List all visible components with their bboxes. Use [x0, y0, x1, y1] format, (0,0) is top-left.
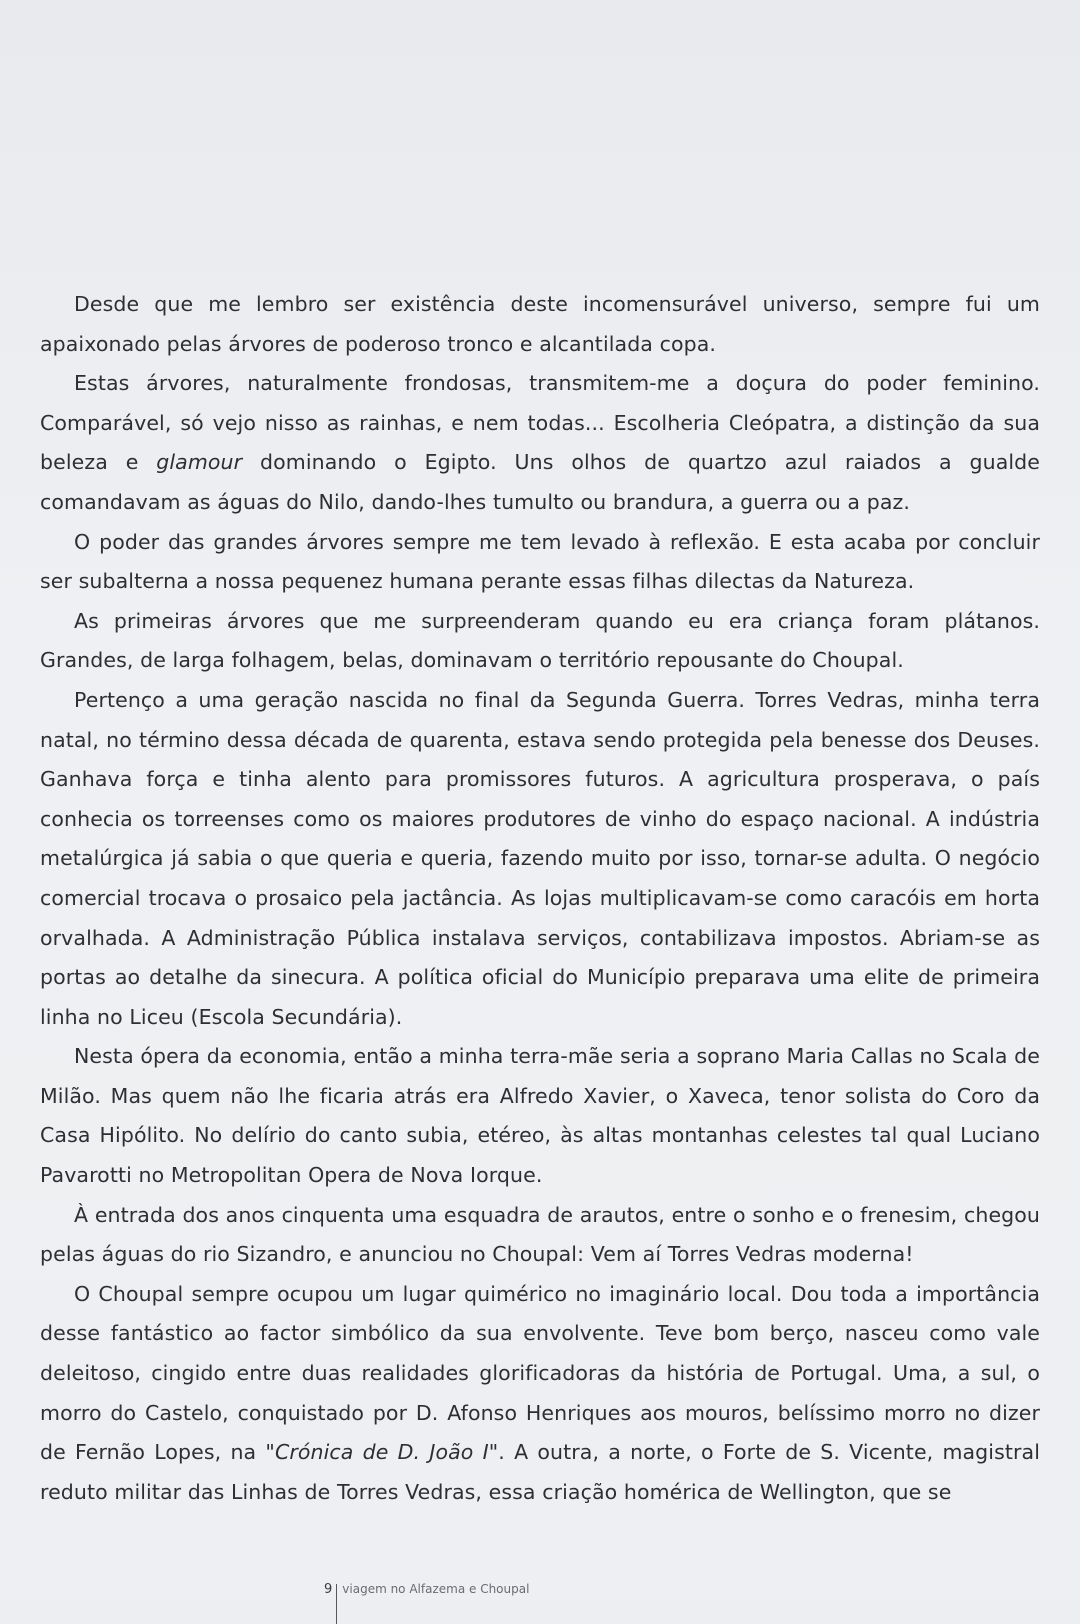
text-run: À entrada dos anos cinquenta uma esquadra de arautos, entre o sonho e o frenesim, chegou pelas águas do rio Sizandro, e anunciou no Choupal: Vem aí Torres Vedras moderna!	[40, 1202, 1040, 1267]
text-run: dominando o Egipto. Uns olhos de quartzo azul raiados a gualde comandavam as águas do Nilo, dando-lhes tumulto ou brandura, a guerra ou a paz.	[40, 450, 1040, 514]
text-run: Pertenço a uma geração nascida no final da Segunda Guerra. Torres Vedras, minha terra natal, no término dessa década de quarenta, estava sendo protegida pela benesse dos Deuses. Ganhava força e tinha alento para promissores futuros. A agricultura prosperava, o país conhecia os torreenses como os maiores produtores de vinho do espaço nacional. A indústria metalúrgica já sabia o que queria e queria, fazendo muito por isso, tornar-se adulta. O negócio comercial trocava o prosaico pela jactância. As lojas multiplicavam-se como caracóis em horta orvalhada. A Administração Pública instalava serviços, contabilizava impostos. Abriam-se as portas ao detalhe da sinecura. A política oficial do Município preparava uma elite de primeira linha no Liceu (Escola Secundária).	[40, 687, 1040, 1029]
text-run: O poder das grandes árvores sempre me tem levado à reflexão. E esta acaba por concluir ser subalterna a nossa pequenez humana perante essas filhas dilectas da Natureza.	[40, 529, 1040, 594]
paragraph	[40, 523, 1040, 602]
italic-text-run: glamour	[156, 450, 243, 475]
text-run: As primeiras árvores que me surpreenderam quando eu era criança foram plátanos. Grandes, de larga folhagem, belas, dominavam o território repousante do Choupal.	[40, 608, 1040, 673]
paragraph	[40, 1196, 1040, 1275]
italic-text-run: Crónica de D. João I	[274, 1440, 489, 1465]
footer-divider	[336, 1584, 337, 1624]
page-number: 9	[324, 1582, 333, 1597]
running-title: viagem no Alfazema e Choupal	[342, 1582, 530, 1596]
page-footer	[324, 1582, 529, 1624]
paragraph	[40, 364, 1040, 522]
text-run: Nesta ópera da economia, então a minha terra-mãe seria a soprano Maria Callas no Scala de Milão. Mas quem não lhe ficaria atrás era Alfredo Xavier, o Xaveca, tenor solista do Coro da Casa Hipólito. No delírio do canto subia, etéreo, às altas montanhas celestes tal qual Luciano Pavarotti no Metropolitan Opera de Nova Iorque.	[40, 1044, 1040, 1188]
paragraph	[40, 681, 1040, 1037]
text-run: Estas árvores, naturalmente frondosas, transmitem-me a doçura do poder feminino. Comparável, só vejo nisso as rainhas, e nem todas... Escolheria Cleópatra, a distinção da sua beleza e	[40, 371, 1040, 475]
paragraph	[40, 1275, 1040, 1513]
text-run: O Choupal sempre ocupou um lugar quimérico no imaginário local. Dou toda a importância desse fantástico ao factor simbólico da sua envolvente. Teve bom berço, nasceu como vale deleitoso, cingido entre duas realidades glorificadoras da história de Portugal. Uma, a sul, o morro do Castelo, conquistado por D. Afonso Henriques aos mouros, belíssimo morro no dizer de Fernão Lopes, na "	[40, 1281, 1040, 1465]
paragraph	[40, 285, 1040, 364]
paragraph	[40, 1037, 1040, 1195]
paragraph	[40, 602, 1040, 681]
body-text	[40, 285, 1040, 1512]
text-run: ". A outra, a norte, o Forte de S. Vicente, magistral reduto militar das Linhas de Torres Vedras, essa criação homérica de Wellington, que se	[40, 1440, 1040, 1504]
text-run: Desde que me lembro ser existência deste incomensurável universo, sempre fui um apaixonado pelas árvores de poderoso tronco e alcantilada copa.	[40, 292, 1040, 356]
